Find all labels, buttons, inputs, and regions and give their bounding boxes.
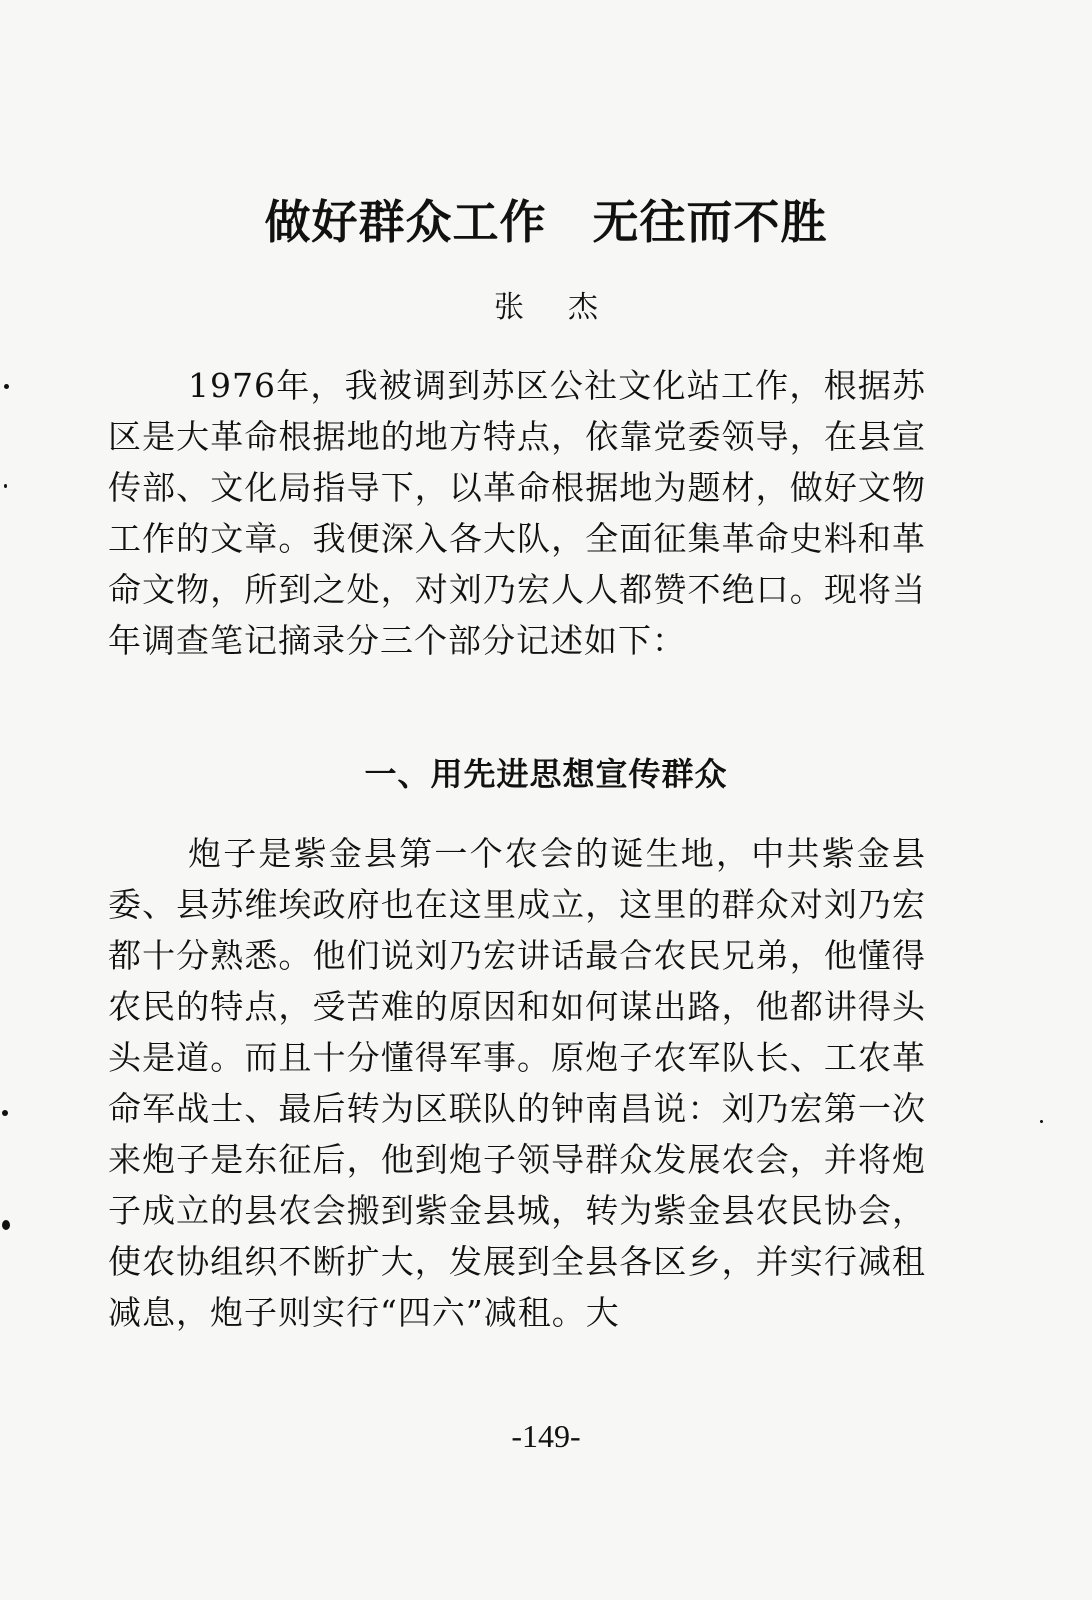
section-heading: 一、用先进思想宣传群众: [364, 755, 728, 793]
body-paragraph-1: 1976年，我被调到苏区公社文化站工作，根据苏区是大革命根据地的地方特点，依靠党委领导，在县宣传部、文化局指导下，以革命根据地为题材，做好文物工作的文章。我便深入各大队，全面征集革命史料和革命文物，所到之处，对刘乃宏人人都赞不绝口。现将当年调查笔记摘录分三个部分记述如下：: [108, 366, 926, 660]
title-part-1: 做好群众工作: [264, 195, 547, 249]
scan-speck: [2, 1220, 10, 1230]
title-part-2: 无往而不胜: [592, 195, 828, 249]
scan-speck: [4, 384, 9, 389]
page-number: -149-: [511, 1418, 581, 1454]
body-paragraph-2: 炮子是紫金县第一个农会的诞生地，中共紫金县委、县苏维埃政府也在这里成立，这里的群众对刘乃宏都十分熟悉。他们说刘乃宏讲话最合农民兄弟，他懂得农民的特点，受苦难的原因和如何谋出路，他都讲得头头是道。而且十分懂得军事。原炮子农军队长、工农革命军战士、最后转为区联队的钟南昌说：刘乃宏第一次来炮子是东征后，他到炮子领导群众发展农会，并将炮子成立的县农会搬到紫金县城，转为紫金县农民协会，使农协组织不断扩大，发展到全县各区乡，并实行减租减息，炮子则实行“四六”减租。大: [108, 834, 926, 1332]
scan-speck: [1040, 1120, 1043, 1123]
scan-speck: [4, 484, 7, 488]
scan-speck: [2, 1110, 8, 1116]
author-name: 张杰: [494, 290, 642, 325]
article-title: [0, 190, 1092, 254]
